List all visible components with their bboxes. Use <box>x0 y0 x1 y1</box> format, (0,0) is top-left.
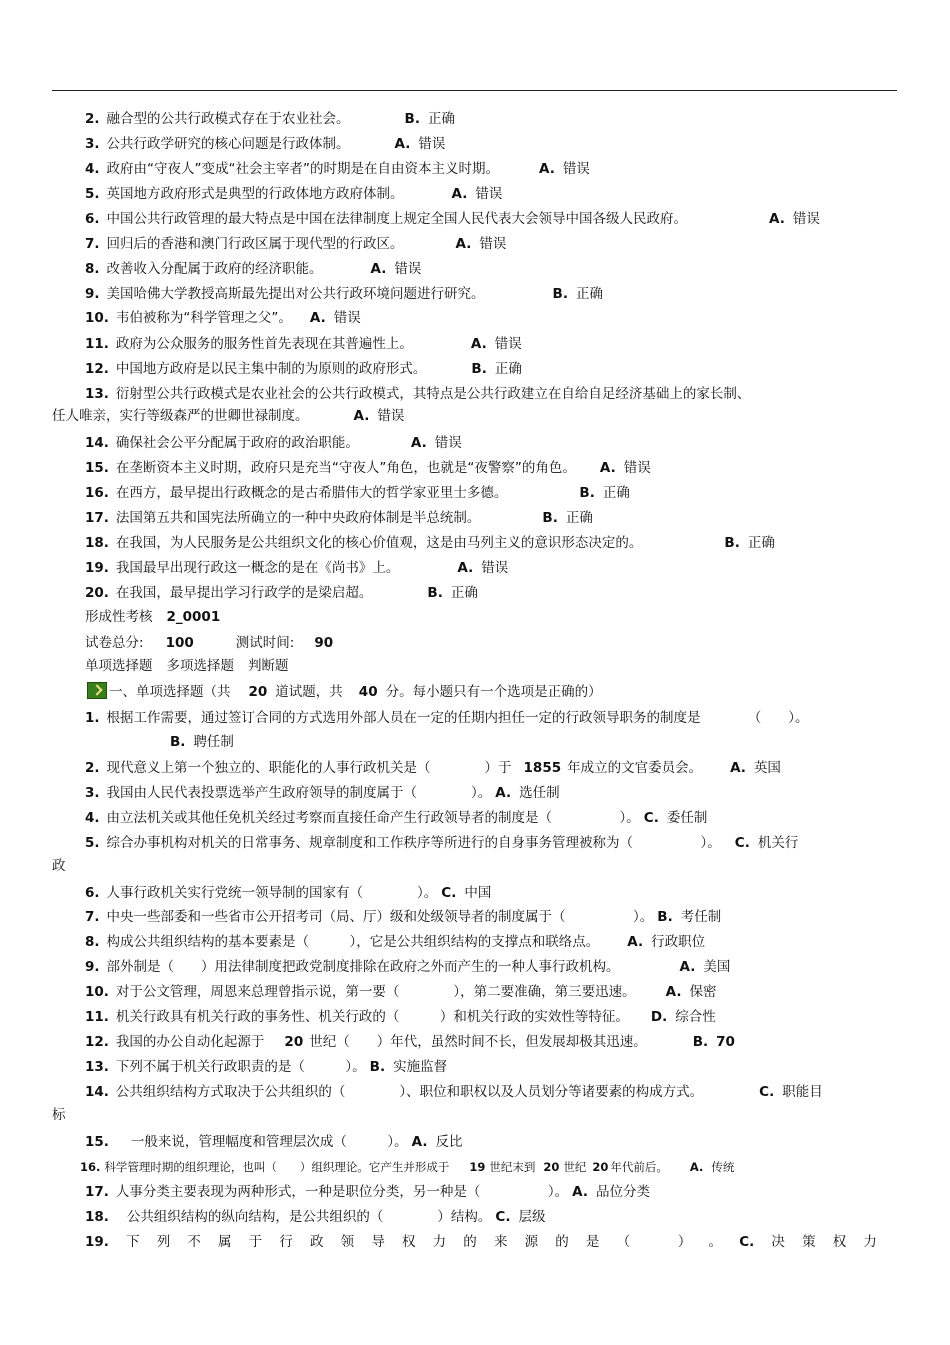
choice-item-19-char: 源 <box>524 1234 539 1250</box>
choice-item-19-char: 于 <box>248 1234 263 1250</box>
choice-item-19-char: 导 <box>371 1234 385 1250</box>
choice-item-19-char: 。 <box>708 1234 723 1250</box>
judgment-item-2: 2. 融合型的公共行政模式存在于农业社会。 B. 正确 <box>85 111 455 127</box>
choice-item-14: 14. 公共组织结构方式取决于公共组织的（ ）、职位和职权以及人员划分等诸要素的构成方式。 C. 职能目 <box>85 1084 823 1100</box>
choice-item-14-cont: 标 <box>52 1107 66 1123</box>
judgment-item-10: 10. 韦伯被称为“科学管理之父”。 A. 错误 <box>85 310 361 326</box>
judgment-item-11: 11. 政府为公众服务的服务性首先表现在其普遍性上。 A. 错误 <box>85 336 522 352</box>
judgment-item-18: 18. 在我国，为人民服务是公共组织文化的核心价值观，这是由马列主义的意识形态决定的。 B. 正确 <box>85 535 775 551</box>
judgment-item-8: 8. 改善收入分配属于政府的经济职能。 A. 错误 <box>85 261 422 277</box>
choice-item-19-char: （ <box>616 1234 631 1250</box>
judgment-item-7: 7. 回归后的香港和澳门行政区属于现代型的行政区。 A. 错误 <box>85 236 507 252</box>
judgment-item-5: 5. 英国地方政府形式是典型的行政体地方政府体制。 A. 错误 <box>85 186 503 202</box>
choice-item-8: 8. 构成公共组织结构的基本要素是（ ），它是公共组织结构的支撑点和联络点。 A. 行政职位 <box>85 934 706 950</box>
choice-item-9: 9. 部外制是（ ）用法律制度把政党制度排除在政府之外而产生的一种人事行政机构。 A. 美国 <box>85 959 731 975</box>
choice-item-19-char: 不 <box>187 1234 201 1250</box>
choice-item-10: 10. 对于公文管理，周恩来总理曾指示说，第一要（ ），第二要准确，第三要迅速。 A. 保密 <box>85 984 717 1000</box>
choice-item-19-char: 的 <box>463 1234 477 1250</box>
choice-item-19-char: 力 <box>432 1234 447 1250</box>
exam-title: 形成性考核 2_0001 <box>85 609 221 625</box>
choice-item-19-char: 下 <box>126 1234 140 1250</box>
choice-item-12: 12. 我国的办公自动化起源于 20 世纪（ ）年代，虽然时间不长，但发展却极其迅速。 B. 70 <box>85 1034 735 1050</box>
choice-item-19-char: 是 <box>585 1234 600 1250</box>
choice-item-11: 11. 机关行政具有机关行政的事务性、机关行政的（ ）和机关行政的实效性等特征。 D. 综合性 <box>85 1009 716 1025</box>
section-header: 一、单项选择题（共 20 道试题，共 40 分。每小题只有一个选项是正确的） <box>87 682 602 701</box>
judgment-item-14: 14. 确保社会公平分配属于政府的政治职能。 A. 错误 <box>85 435 462 451</box>
tab-multiple-choice[interactable]: 多项选择题 <box>166 658 234 674</box>
choice-item-15: 15. 一般来说，管理幅度和管理层次成（ ）。 A. 反比 <box>85 1134 463 1150</box>
choice-item-18: 18. 公共组织结构的纵向结构，是公共组织的（ ）结构。 C. 层级 <box>85 1209 546 1225</box>
choice-item-7: 7. 中央一些部委和一些省市公开招考司（局、厅）级和处级领导者的制度属于（ ）。 B. 考任制 <box>85 909 722 925</box>
judgment-item-15: 15. 在垄断资本主义时期，政府只是充当“守夜人”角色，也就是“夜警察”的角色。 A. 错误 <box>85 460 651 476</box>
exam-meta: 试卷总分: 100 测试时间: 90 <box>85 635 334 651</box>
judgment-item-13-cont: 任人唯亲，实行等级森严的世卿世禄制度。 A. 错误 <box>52 408 405 424</box>
choice-item-19-char: 策 <box>802 1234 816 1250</box>
tab-single-choice[interactable]: 单项选择题 <box>85 658 153 674</box>
choice-item-19-char: 力 <box>863 1234 877 1250</box>
judgment-item-6: 6. 中国公共行政管理的最大特点是中国在法律制度上规定全国人民代表大会领导中国各级人民政府。 A. 错误 <box>85 211 820 227</box>
choice-item-5: 5. 综合办事机构对机关的日常事务、规章制度和工作秩序等所进行的自身事务管理被称为（ ）。 C. 机关行 <box>85 835 799 851</box>
judgment-item-4: 4. 政府由“守夜人”变成“社会主宰者”的时期是在自由资本主义时期。 A. 错误 <box>85 161 590 177</box>
judgment-item-13: 13. 衍射型公共行政模式是农业社会的公共行政模式，其特点是公共行政建立在自给自足经济基础上的家长制、 <box>85 386 751 402</box>
judgment-item-16: 16. 在西方，最早提出行政概念的是古希腊伟大的哲学家亚里士多德。 B. 正确 <box>85 485 630 501</box>
question-type-tabs <box>85 657 289 675</box>
choice-item-4: 4. 由立法机关或其他任免机关经过考察而直接任命产生行政领导者的制度是（ ）。 C. 委任制 <box>85 810 708 826</box>
section-arrow-icon <box>87 682 107 699</box>
choice-item-19-spread <box>85 1233 877 1251</box>
choice-item-19-char: 来 <box>493 1234 508 1250</box>
choice-item-19-char: ） <box>677 1234 692 1250</box>
choice-item-19-char: 属 <box>218 1234 232 1250</box>
choice-item-19-char: 决 <box>771 1234 785 1250</box>
judgment-item-20: 20. 在我国，最早提出学习行政学的是梁启超。 B. 正确 <box>85 585 478 601</box>
choice-item-6: 6. 人事行政机关实行党统一领导制的国家有（ ）。 C. 中国 <box>85 885 492 901</box>
tab-judgment[interactable]: 判断题 <box>248 658 289 674</box>
choice-item-19-num: 19. <box>85 1234 109 1250</box>
choice-item-19-char: 领 <box>340 1234 355 1250</box>
choice-item-19-char: C. <box>739 1234 755 1250</box>
header-rule <box>52 90 897 91</box>
choice-item-19-char: 行 <box>279 1234 293 1250</box>
choice-item-19-char: 的 <box>555 1234 569 1250</box>
choice-item-19-char: 权 <box>401 1234 416 1250</box>
choice-item-17: 17. 人事分类主要表现为两种形式，一种是职位分类，另一种是（ ）。 A. 品位分类 <box>85 1184 650 1200</box>
choice-item-13: 13. 下列不属于机关行政职责的是（ ）。 B. 实施监督 <box>85 1059 448 1075</box>
choice-item-1: 1. 根据工作需要，通过签订合同的方式选用外部人员在一定的任期内担任一定的行政领导职务的制度是 （ ）。 <box>85 710 809 726</box>
choice-item-19-char: 权 <box>832 1234 847 1250</box>
judgment-item-9: 9. 美国哈佛大学教授高斯最先提出对公共行政环境问题进行研究。 B. 正确 <box>85 286 603 302</box>
choice-item-19-char <box>647 1233 661 1251</box>
choice-item-16: 16. 科学管理时期的组织理论，也叫（ ）组织理论。它产生并形成于 19 世纪末到 20 世纪 20 年代前后。 A. 传统 <box>80 1160 735 1174</box>
choice-item-19-char: 政 <box>310 1234 324 1250</box>
choice-item-5-cont: 政 <box>52 858 66 874</box>
judgment-item-17: 17. 法国第五共和国宪法所确立的一种中央政府体制是半总统制。 B. 正确 <box>85 510 593 526</box>
judgment-item-12: 12. 中国地方政府是以民主集中制的为原则的政府形式。 B. 正确 <box>85 361 522 377</box>
judgment-item-3: 3. 公共行政学研究的核心问题是行政体制。 A. 错误 <box>85 136 446 152</box>
judgment-item-19: 19. 我国最早出现行政这一概念的是在《尚书》上。 A. 错误 <box>85 560 509 576</box>
choice-item-3: 3. 我国由人民代表投票选举产生政府领导的制度属于（ ）。 A. 选任制 <box>85 785 560 801</box>
choice-item-1-answer: B. 聘任制 <box>170 734 234 750</box>
choice-item-19 <box>85 1233 877 1251</box>
choice-item-2: 2. 现代意义上第一个独立的、职能化的人事行政机关是（ ）于 1855 年成立的文官委员会。 A. 英国 <box>85 760 781 776</box>
choice-item-19-char: 列 <box>156 1234 171 1250</box>
